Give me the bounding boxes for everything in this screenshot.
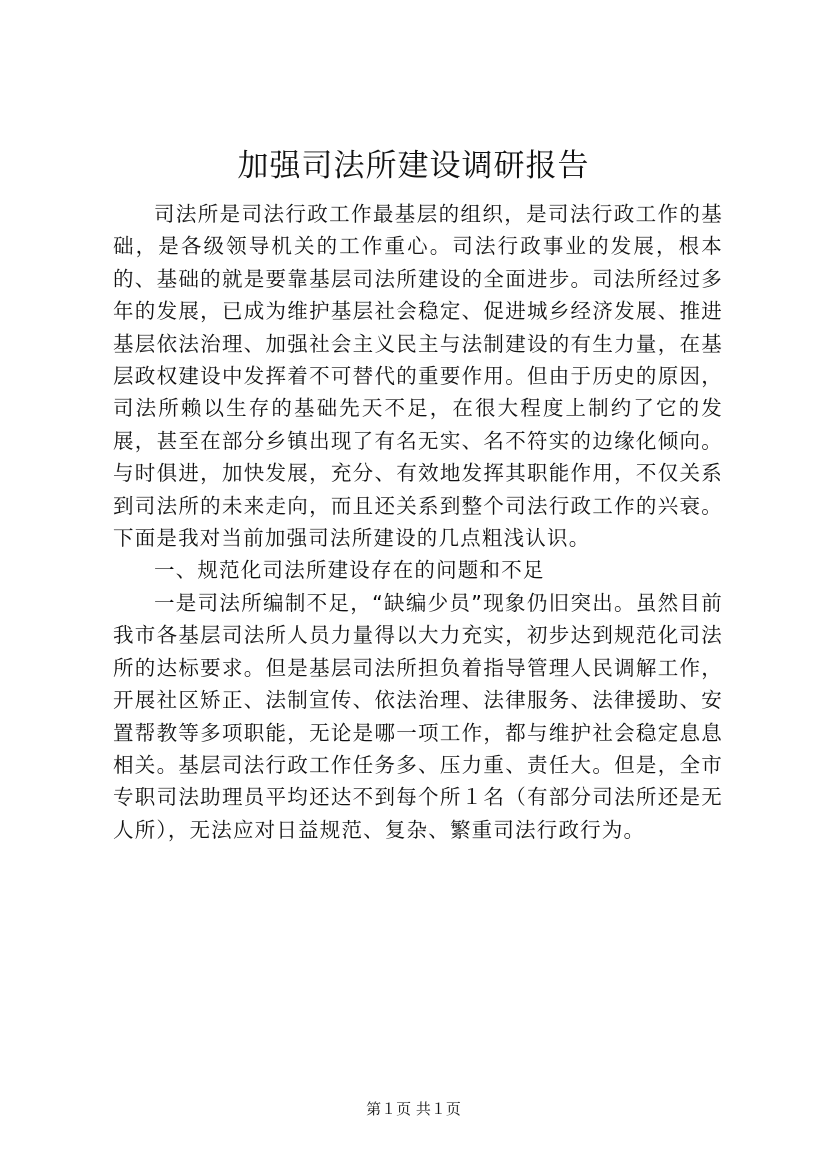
- document-title: 加强司法所建设调研报告: [237, 148, 590, 184]
- section-heading: 一、规范化司法所建设存在的问题和不足: [154, 558, 545, 583]
- paragraph-introduction: 司法所是司法行政工作最基层的组织，是司法行政工作的基础，是各级领导机关的工作重心。司法行政事业的发展，根本的、基础的就是要靠基层司法所建设的全面进步。司法所经过多年的发展，已成为维护基层社会稳定、促进城乡经济发展、推进基层依法治理、加强社会主义民主与法制建设的有生力量，在基层政权建设中发挥着不可替代的重要作用。但由于历史的原因，司法所赖以生存的基础先天不足，在很大程度上制约了它的发展，甚至在部分乡镇出现了有名无实、名不符实的边缘化倾向。与时俱进，加快发展，充分、有效地发挥其职能作用，不仅关系到司法所的未来走向，而且还关系到整个司法行政工作的兴衰。下面是我对当前加强司法所建设的几点粗浅认识。: [113, 202, 723, 551]
- document-body: [113, 198, 723, 846]
- paragraph-staffing-issue: 一是司法所编制不足，“缺编少员”现象仍旧突出。虽然目前我市各基层司法所人员力量得以大力充实，初步达到规范化司法所的达标要求。但是基层司法所担负着指导管理人民调解工作，开展社区矫正、法制宣传、依法治理、法律服务、法律援助、安置帮教等多项职能，无论是哪一项工作，都与维护社会稳定息息相关。基层司法行政工作任务多、压力重、责任大。但是，全市专职司法助理员平均还达不到每个所１名（有部分司法所还是无人所），无法应对日益规范、复杂、繁重司法行政行为。: [113, 590, 723, 842]
- page-number-footer: 第１页 共１页: [366, 1100, 461, 1118]
